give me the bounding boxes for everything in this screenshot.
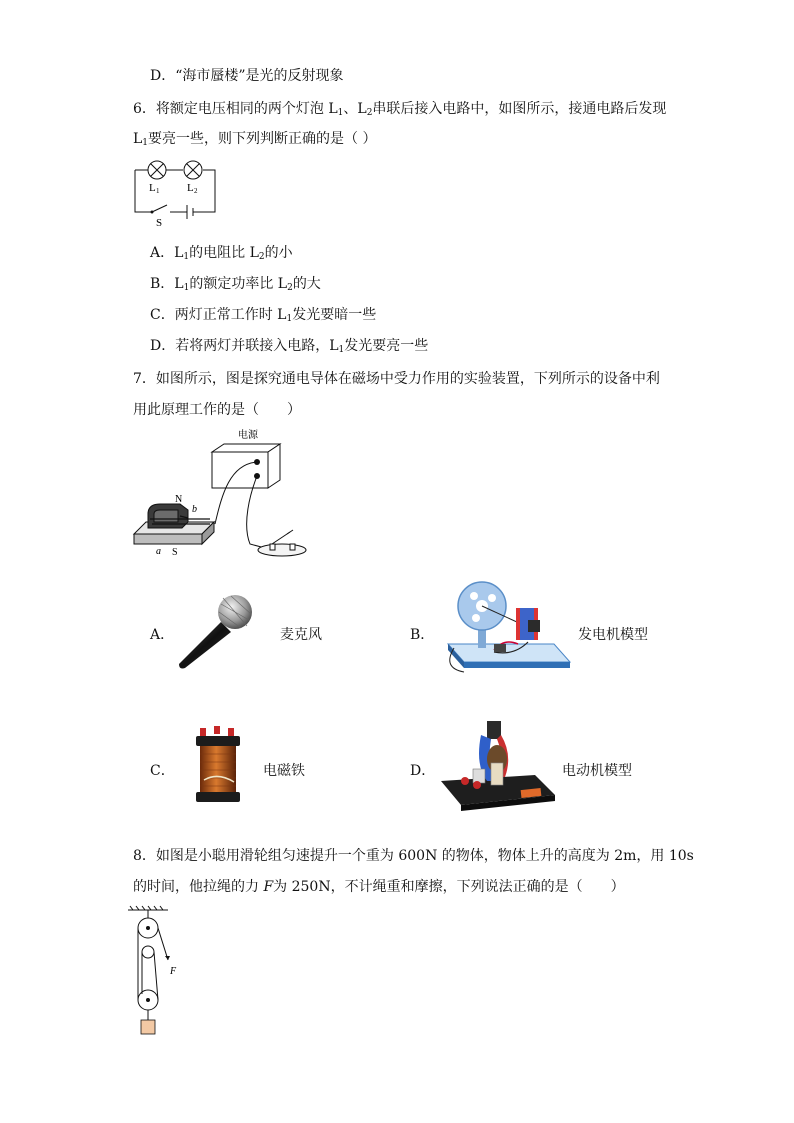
svg-text:b: b [192, 504, 197, 515]
motor-model-image [435, 715, 560, 815]
q6-circuit-diagram [125, 155, 225, 230]
q6-option-c: C．两灯正常工作时 $L_1$发光要暗一些 [150, 307, 377, 324]
pulley-system-diagram [124, 904, 184, 1042]
q7-experiment-diagram [130, 424, 310, 564]
switch-s-icon [152, 205, 167, 212]
q8-stem-line2: 的时间，他拉绳的力 F为 250N，不计绳重和摩擦，下列说法正确的是（ ） [133, 879, 625, 895]
q6-option-d: D．若将两灯并联接入电路，$L_1$发光要亮一些 [150, 338, 429, 355]
q6-option-a: A．$L_1$的电阻比 $L_2$的小 [150, 245, 293, 262]
q6-stem-line1: 6．将额定电压相同的两个灯泡 $L_1$、$L_2$串联后接入电路中，如图所示，接通电路后发现 [133, 101, 667, 118]
q7-option-b-letter: B． [410, 627, 435, 643]
microphone-image [175, 592, 255, 672]
svg-text:L: L [149, 182, 156, 194]
q6-stem-line2: $L_1$要亮一些，则下列判断正确的是（ ） [133, 131, 377, 148]
q7-option-a-label: 麦克风 [280, 627, 322, 643]
q7-option-b-label: 发电机模型 [578, 627, 648, 643]
q6-option-b: B．$L_1$的额定功率比 $L_2$的大 [150, 276, 321, 293]
q7-option-a-letter: A． [150, 627, 175, 643]
q7-stem-line2: 用此原理工作的是（ ） [133, 402, 301, 418]
q8-stem-line1: 8．如图是小聪用滑轮组匀速提升一个重为 600N 的物体，物体上升的高度为 2m，用 10s [133, 848, 694, 864]
q7-option-d-letter: D． [410, 763, 436, 779]
svg-text:S: S [156, 217, 163, 229]
knife-switch-icon [258, 530, 306, 556]
electromagnet-image [188, 724, 248, 810]
svg-text:电源: 电源 [238, 430, 258, 441]
svg-text:F: F [170, 966, 177, 977]
q7-option-c-letter: C． [150, 763, 175, 779]
q5-option-d: D．“海市蜃楼”是光的反射现象 [150, 68, 344, 84]
generator-model-image [434, 578, 574, 678]
q7-option-c-label: 电磁铁 [263, 763, 305, 779]
power-supply-box [212, 444, 280, 488]
q7-stem-line1: 7．如图所示，图是探究通电导体在磁场中受力作用的实验装置，下列所示的设备中利 [133, 371, 660, 387]
svg-text:N: N [175, 494, 183, 505]
load-block [141, 1020, 155, 1034]
svg-text:a: a [156, 546, 161, 557]
q7-option-d-label: 电动机模型 [562, 763, 632, 779]
svg-text:2: 2 [194, 187, 198, 195]
svg-text:L: L [187, 182, 194, 194]
svg-text:S: S [172, 547, 178, 558]
svg-text:1: 1 [156, 187, 160, 195]
